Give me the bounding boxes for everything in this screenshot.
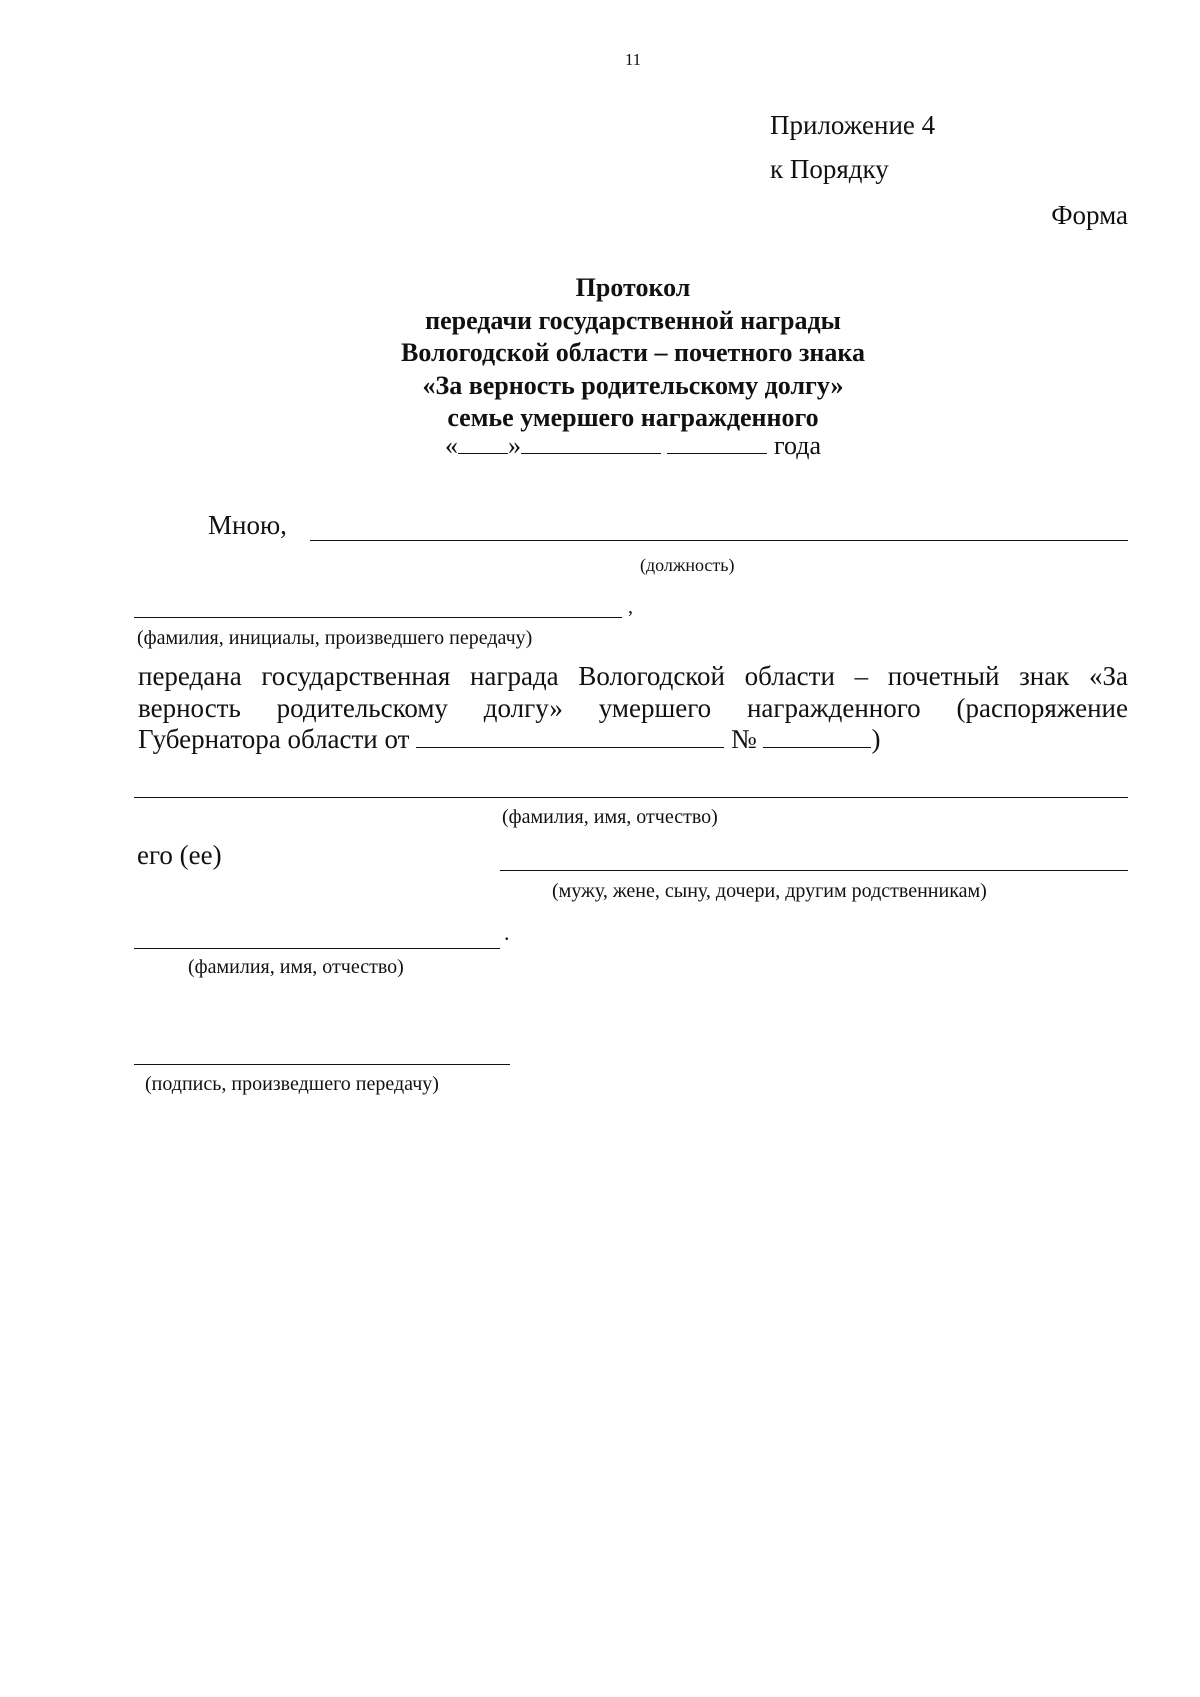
number-sign: №	[730, 724, 757, 754]
title-line-4: «За верность родительскому долгу»	[422, 370, 844, 400]
position-field[interactable]	[310, 540, 1128, 541]
signature-caption: (подпись, произведшего передачу)	[145, 1073, 439, 1095]
title-line-5: семье умершего награжденного	[447, 403, 819, 432]
form-label: Форма	[1051, 200, 1128, 230]
body-line-3	[138, 724, 880, 755]
order-date-blank[interactable]	[416, 727, 724, 748]
date-open-quote: «	[444, 431, 458, 460]
recipient-name-caption: (фамилия, имя, отчество)	[188, 956, 404, 978]
title-line-1: Протокол	[575, 273, 691, 302]
day-blank[interactable]	[458, 433, 508, 454]
appendix-line-2: к Порядку	[770, 154, 889, 184]
governor-order-label: Губернатора области от	[138, 724, 410, 754]
appendix-reference	[770, 103, 935, 191]
appendix-line-1: Приложение 4	[770, 110, 936, 140]
signature-field[interactable]	[134, 1064, 510, 1065]
date-line	[0, 431, 1200, 461]
deceased-name-caption: (фамилия, имя, отчество)	[502, 806, 718, 828]
month-blank[interactable]	[521, 433, 661, 454]
his-her-label: его (ее)	[137, 840, 222, 870]
by-me-label: Мною,	[208, 510, 287, 540]
title-line-2: передачи государственной награды	[425, 305, 841, 335]
page-number: 11	[624, 50, 642, 69]
order-number-blank[interactable]	[763, 727, 871, 748]
recipient-name-field[interactable]	[134, 948, 500, 949]
relatives-field[interactable]	[500, 870, 1128, 871]
year-blank[interactable]	[667, 433, 767, 454]
close-paren: )	[871, 724, 881, 754]
title-line-3: Вологодской области – почетного знака	[401, 338, 865, 367]
transferrer-name-field[interactable]	[134, 617, 622, 618]
period: .	[504, 920, 510, 945]
year-word: года	[773, 431, 822, 460]
body-paragraph: передана государственная награда Вологодской области – почетный знак «За верность родительскому долгу» умершего награжденного (распоряжение	[138, 661, 1128, 723]
deceased-name-field[interactable]	[134, 797, 1128, 798]
relatives-caption: (мужу, жене, сыну, дочери, другим родственникам)	[552, 880, 987, 902]
transferrer-name-caption: (фамилия, инициалы, произведшего передачу)	[137, 627, 533, 649]
date-close-quote: »	[507, 431, 521, 460]
document-title	[0, 272, 1200, 435]
comma: ,	[628, 596, 633, 618]
position-caption: (должность)	[640, 555, 735, 575]
